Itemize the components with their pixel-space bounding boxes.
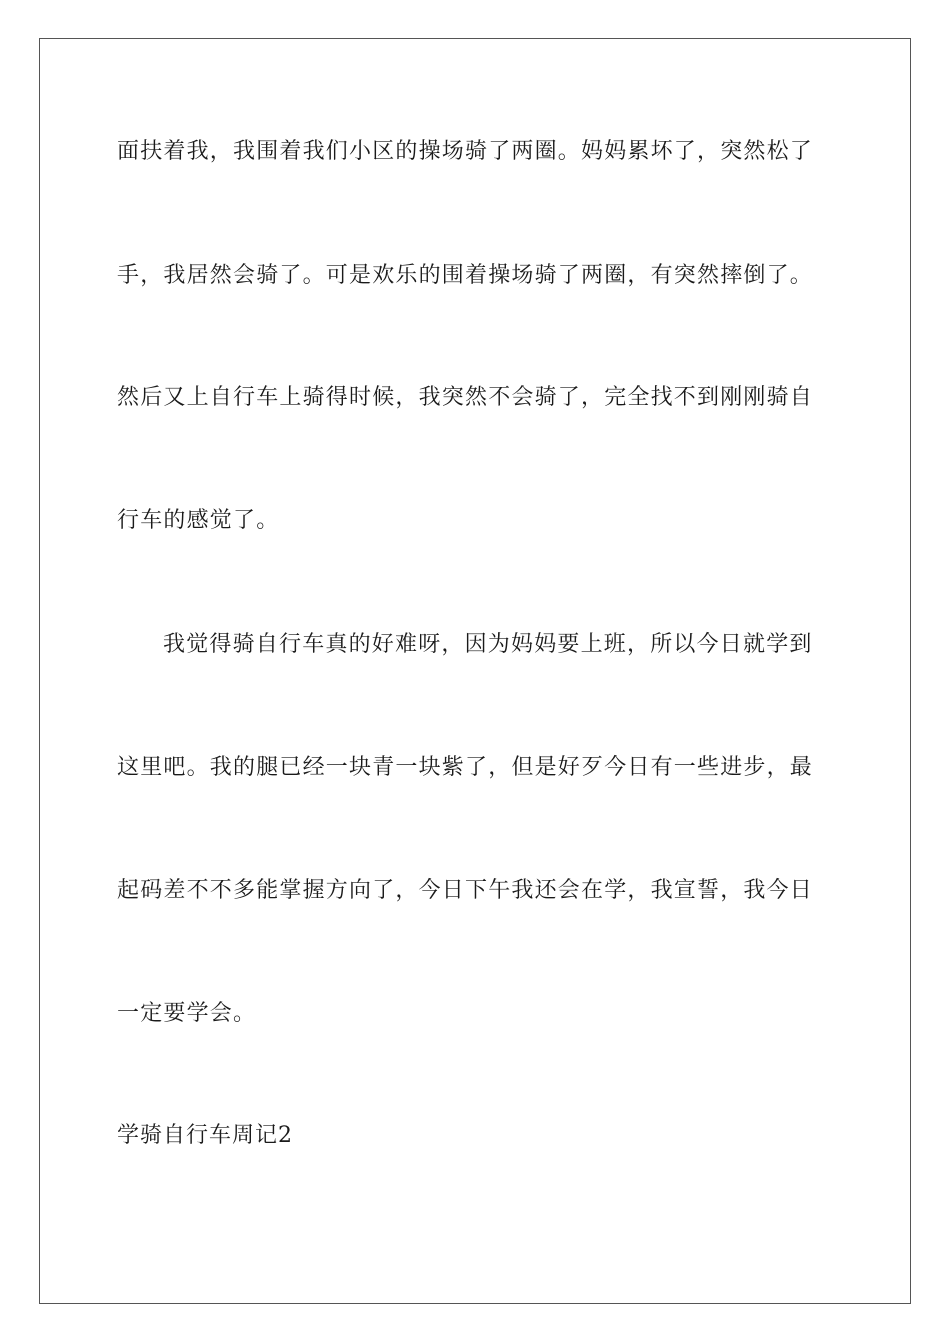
text-line: 起码差不不多能掌握方向了，今日下午我还会在学，我宣誓，我今日 [117,878,814,903]
text-line: 面扶着我，我围着我们小区的操场骑了两圈。妈妈累坏了，突然松了 [117,139,814,164]
text-line: 这里吧。我的腿已经一块青一块紫了，但是好歹今日有一些进步，最 [117,755,814,780]
text-line: 行车的感觉了。 [117,508,280,533]
text-line: 一定要学会。 [117,1001,257,1026]
text-line: 我觉得骑自行车真的好难呀，因为妈妈要上班，所以今日就学到 [163,632,813,657]
section-title: 学骑自行车周记2 [117,1123,293,1148]
text-line: 然后又上自行车上骑得时候，我突然不会骑了，完全找不到刚刚骑自 [117,385,814,410]
text-line: 手，我居然会骑了。可是欢乐的围着操场骑了两圈，有突然摔倒了。 [117,263,814,288]
page-frame [39,38,911,1304]
